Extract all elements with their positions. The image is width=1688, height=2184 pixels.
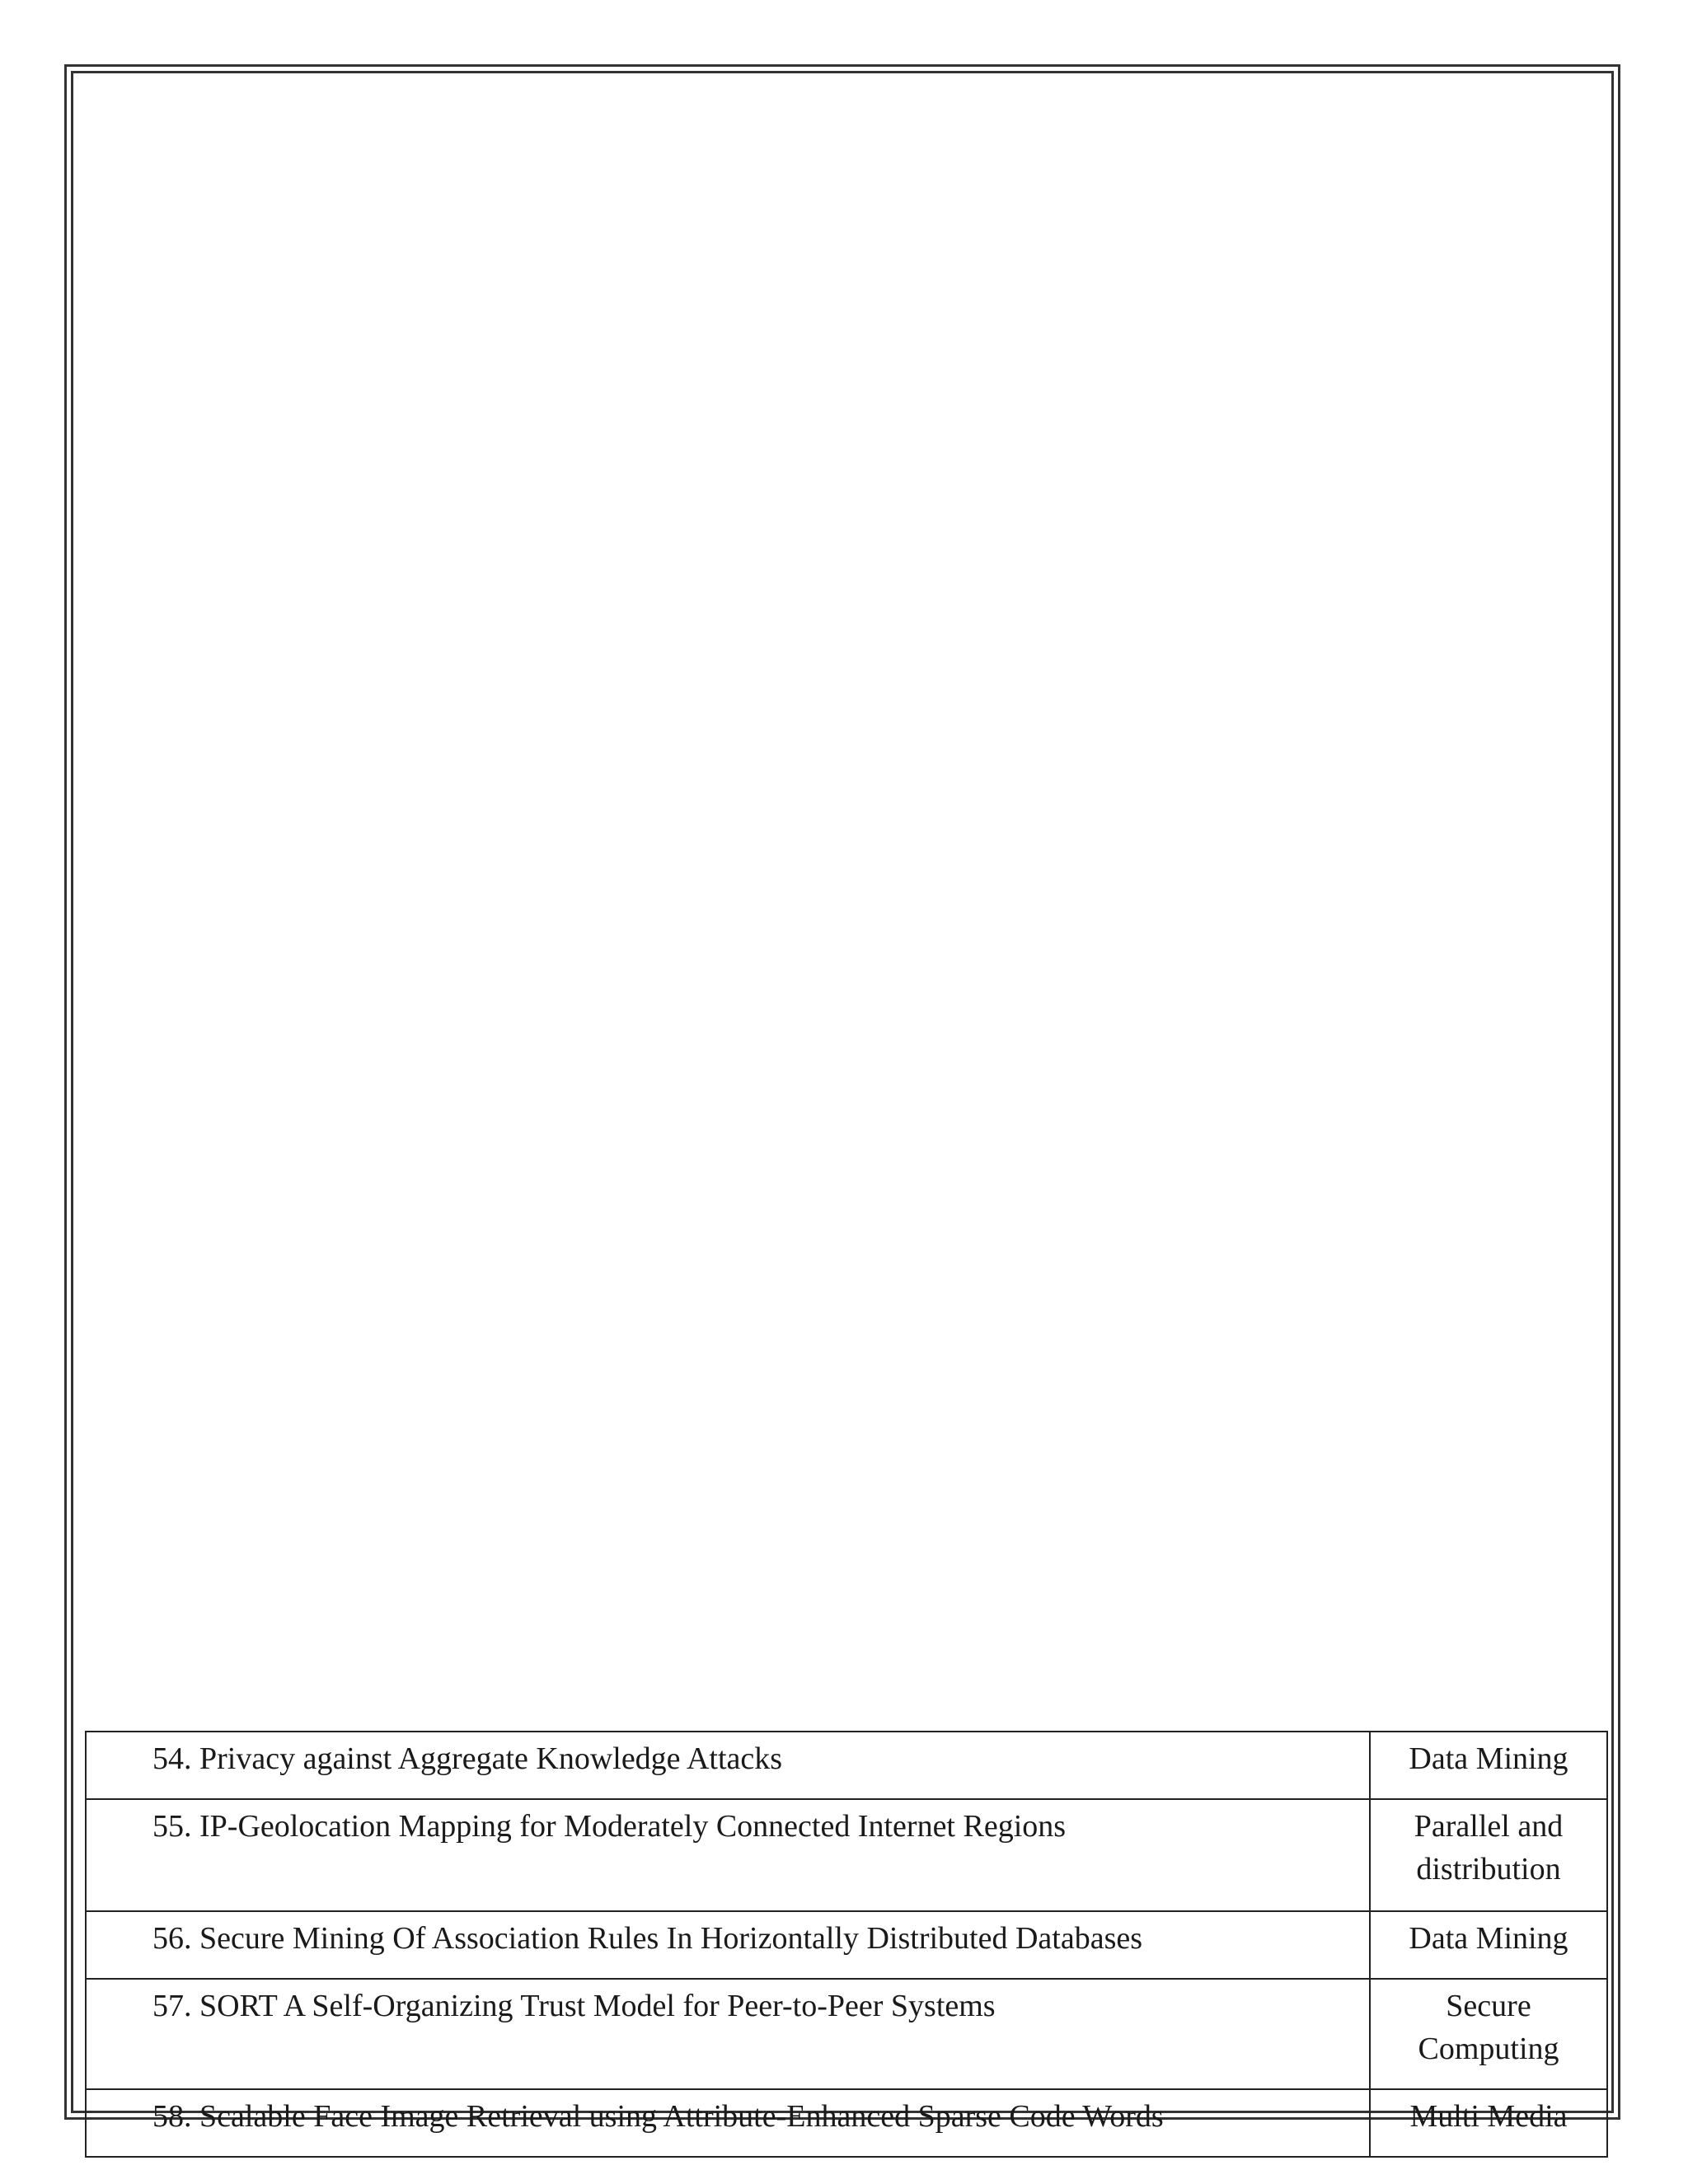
project-title-cell — [86, 1732, 1370, 1799]
project-title: 58. Scalable Face Image Retrieval using Attribute-Enhanced Sparse Code Words — [152, 2099, 1164, 2134]
project-title-cell — [86, 1911, 1370, 1979]
project-domain-cell — [1370, 1732, 1607, 1799]
project-title: 54. Privacy against Aggregate Knowledge Attacks — [152, 1741, 783, 1776]
project-topics-table — [85, 1731, 1608, 2158]
project-domain-cell — [1370, 1911, 1607, 1979]
project-domain-cell — [1370, 1979, 1607, 2089]
table-row — [86, 1799, 1607, 1911]
project-title-cell — [86, 1979, 1370, 2089]
table-row — [86, 1911, 1607, 1979]
project-domain: Data Mining — [1409, 1921, 1568, 1956]
table-row — [86, 2089, 1607, 2157]
project-title: 57. SORT A Self-Organizing Trust Model for Peer-to-Peer Systems — [152, 1989, 996, 2023]
project-title-cell — [86, 1799, 1370, 1911]
project-domain: Secure Computing — [1418, 1989, 1559, 2066]
project-domain: Data Mining — [1409, 1741, 1568, 1776]
project-title: 56. Secure Mining Of Association Rules In Horizontally Distributed Databases — [152, 1921, 1143, 1956]
project-domain-cell — [1370, 2089, 1607, 2157]
project-title-cell — [86, 2089, 1370, 2157]
project-domain-cell — [1370, 1799, 1607, 1911]
project-domain-line2: distribution — [1416, 1852, 1561, 1886]
project-domain-line1: Parallel and — [1414, 1809, 1564, 1844]
table-row — [86, 1979, 1607, 2089]
table-row — [86, 1732, 1607, 1799]
project-domain: Multi Media — [1409, 2099, 1568, 2134]
project-title: 55. IP-Geolocation Mapping for Moderately Connected Internet Regions — [152, 1809, 1067, 1844]
